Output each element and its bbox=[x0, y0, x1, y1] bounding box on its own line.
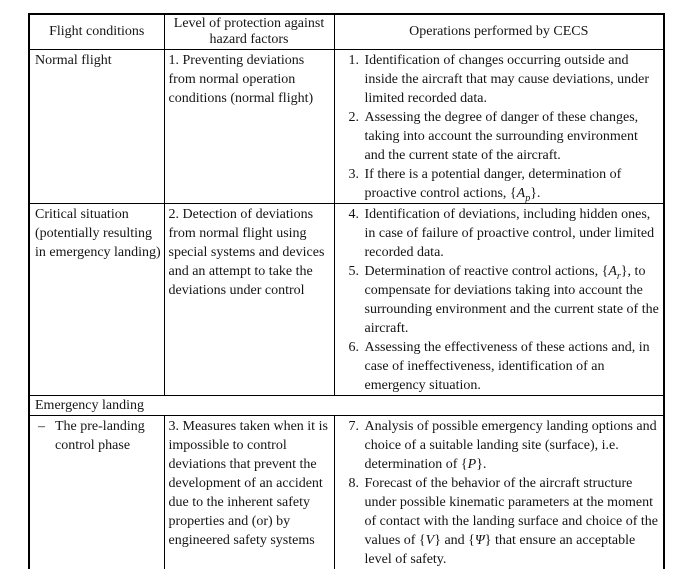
operation-item bbox=[335, 205, 662, 262]
operation-number: 8. bbox=[349, 474, 365, 569]
header-operations: Operations performed by CECS bbox=[334, 14, 664, 50]
operation-text: Assessing the effectiveness of these actions and, in case of ineffectiveness, identification of an emergency situation. bbox=[365, 338, 662, 395]
prelanding-bullet-item bbox=[35, 417, 163, 455]
dash-bullet: – bbox=[35, 417, 55, 455]
math-variable: $A_p$ bbox=[517, 186, 531, 201]
operation-item bbox=[335, 51, 662, 108]
cecs-operations-table bbox=[28, 13, 665, 569]
prelanding-label: The pre-landing control phase bbox=[55, 417, 163, 455]
cell-operations-critical bbox=[334, 204, 664, 396]
operation-item bbox=[335, 165, 662, 203]
operation-number: 7. bbox=[349, 417, 365, 474]
cell-operations-normal bbox=[334, 50, 664, 204]
operation-item bbox=[335, 417, 662, 474]
operation-number: 3. bbox=[349, 165, 365, 203]
header-protection-level: Level of protection against hazard factors bbox=[164, 14, 334, 50]
table-row-normal-flight bbox=[29, 50, 664, 204]
math-variable: P bbox=[468, 457, 477, 472]
table-row-prelanding-phase bbox=[29, 416, 664, 569]
math-variable: V bbox=[426, 533, 435, 548]
operation-number: 5. bbox=[349, 262, 365, 338]
cell-flight-condition-normal: Normal flight bbox=[29, 50, 164, 204]
operation-text: Forecast of the behavior of the aircraft structure under possible kinematic parameters at the moment of contact with the landing surface and choice of the values of {V} and {Ψ} that ensure an acceptable level of safety. bbox=[365, 474, 662, 569]
math-variable: $A_r$ bbox=[608, 264, 620, 279]
operation-text: Identification of changes occurring outside and inside the aircraft that may cause deviations, under limited recorded data. bbox=[365, 51, 662, 108]
cell-operations-prelanding bbox=[334, 416, 664, 569]
cell-protection-prelanding: 3. Measures taken when it is impossible to control deviations that prevent the development of an accident due to the inherent safety properties and (or) by engineered safety systems bbox=[164, 416, 334, 569]
operation-number: 6. bbox=[349, 338, 365, 395]
math-variable: Ψ bbox=[475, 533, 485, 548]
operation-number: 1. bbox=[349, 51, 365, 108]
operation-text: Identification of deviations, including hidden ones, in case of failure of proactive control, under limited recorded data. bbox=[365, 205, 662, 262]
operation-text: If there is a potential danger, determination of proactive control actions, $\{A_p\}$. bbox=[365, 165, 662, 203]
operation-number: 4. bbox=[349, 205, 365, 262]
operation-number: 2. bbox=[349, 108, 365, 165]
operation-item bbox=[335, 108, 662, 165]
paper-table-region bbox=[28, 13, 665, 569]
operation-text: Analysis of possible emergency landing options and choice of a suitable landing site (surface), i.e. determination of {P}. bbox=[365, 417, 662, 474]
operation-item bbox=[335, 338, 662, 395]
cell-flight-condition-critical: Critical situation (potentially resulting in emergency landing) bbox=[29, 204, 164, 396]
operation-text: Determination of reactive control actions, $\{A_r\}$, to compensate for deviations taking into account the surrounding environment and the current state of the aircraft. bbox=[365, 262, 662, 338]
cell-flight-condition-prelanding bbox=[29, 416, 164, 569]
header-flight-conditions: Flight conditions bbox=[29, 14, 164, 50]
table-row-critical-situation bbox=[29, 204, 664, 396]
cell-protection-critical: 2. Detection of deviations from normal flight using special systems and devices and an attempt to take the deviations under control bbox=[164, 204, 334, 396]
operation-item bbox=[335, 262, 662, 338]
cell-protection-normal: 1. Preventing deviations from normal operation conditions (normal flight) bbox=[164, 50, 334, 204]
operation-text: Assessing the degree of danger of these changes, taking into account the surrounding environment and the current state of the aircraft. bbox=[365, 108, 662, 165]
table-row-emergency-landing-section bbox=[29, 396, 664, 416]
table-header-row bbox=[29, 14, 664, 50]
operation-item bbox=[335, 474, 662, 569]
cell-emergency-landing-label: Emergency landing bbox=[29, 396, 664, 416]
